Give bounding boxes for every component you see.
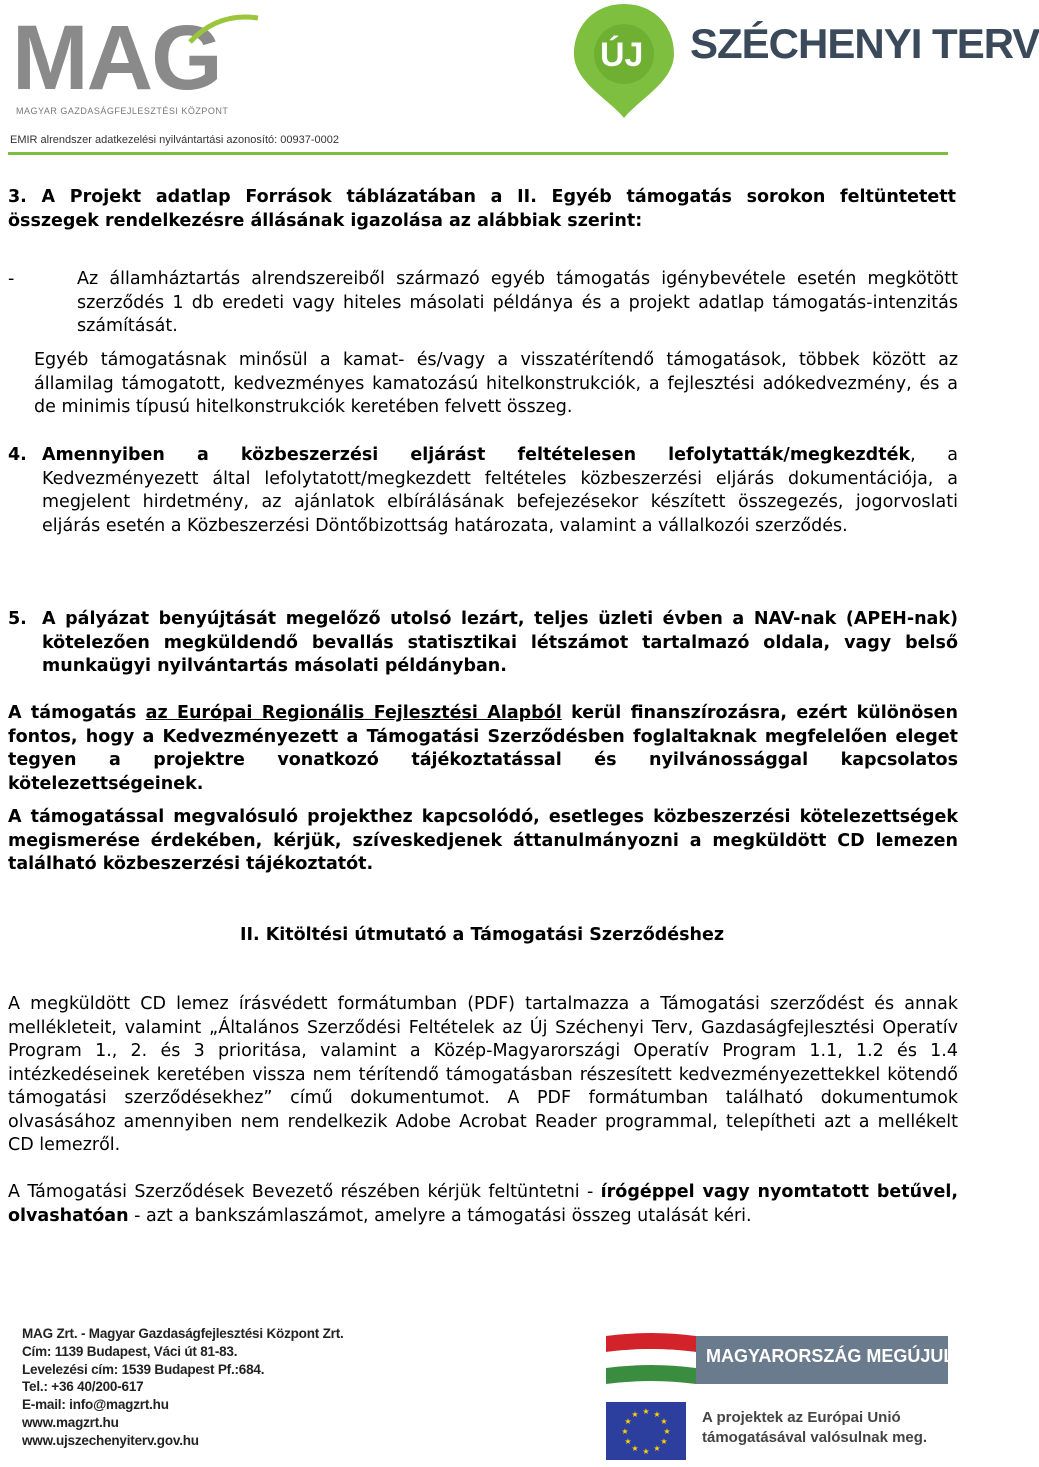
contact-line: MAG Zrt. - Magyar Gazdaságfejlesztési Központ Zrt. [22,1326,344,1341]
eu-text-line: támogatásával valósulnak meg. [702,1429,928,1446]
eu-support-text [702,1408,927,1448]
section5-text: A pályázat benyújtását megelőző utolsó lezárt, teljes üzleti évben a NAV-nak (APEH-nak) kötelezően megküldendő bevallás statisztikai létszámot tartalmazó oldala, vagy belső munkaügyi nyilvántartás másolati példányban. [42,609,958,676]
svg-text:★: ★ [624,1417,632,1426]
section4-bold: Amennyiben a közbeszerzési eljárást feltételesen lefolytatták/megkezdték [42,445,911,465]
contact-line: Cím: 1139 Budapest, Váci út 81-83. [22,1343,238,1359]
contact-line: Levelezési cím: 1539 Budapest Pf.:684. [22,1361,265,1377]
footer-contact [22,1325,344,1450]
svg-text:★: ★ [660,1437,668,1446]
funding-pre: A támogatás [8,703,146,723]
mag-logo [10,8,250,118]
eu-flag-icon [606,1402,686,1460]
bank-bold: írógéppel vagy nyomtatott betűvel, olvashatóan [8,1182,958,1226]
funding-post: kerül finanszírozásra, ezért különösen fontos, hogy a Kedvezményezett a Támogatási Szerződésben foglaltaknak megfelelően eleget tegyen a projektre vonatkozó tájékoztatással és nyilvánossággal kapcsolatos kötelezettségeinek. [8,703,958,794]
erfa-link: az Európai Regionális Fejlesztési Alapból [145,703,562,723]
svg-text:★: ★ [660,1417,668,1426]
svg-text:★: ★ [653,1444,661,1453]
uj-szechenyi-terv-logo [540,0,1039,140]
header-divider [8,152,948,155]
bullet-dash: - [8,269,15,289]
svg-text:★: ★ [642,1447,650,1456]
emir-identifier: EMIR alrendszer adatkezelési nyilvántartási azonosító: 00937-0002 [10,134,339,146]
cd-paragraph: A megküldött CD lemez írásvédett formátumban (PDF) tartalmazza a Támogatási szerződést és annak mellékleteit, valamint „Általános Szerződési Feltételek az Új Széchenyi Terv, Gazdaságfejlesztési Operatív Program 1., 2. és 3 prioritása, valamint a Közép-Magyarországi Operatív Program 1.1, 1.2 és 1.4 intézkedéseinek keretében vissza nem térítendő támogatásban részesített kedvezményezettekkel kötendő támogatási szerződésekhez” című dokumentumot. A PDF formátumban található dokumentumok olvasásához amennyiben nem rendelkezik Adobe Acrobat Reader programmal, telepítheti azt a mellékelt CD lemezről. [8,994,958,1155]
section3-note: Egyéb támogatásnak minősül a kamat- és/vagy a visszatérítendő támogatások, többek között az államilag támogatott, kedvezményes kamatozású hitelkonstrukciók, a fejlesztési adókedvezmény, és a de minimis típusú hitelkonstrukciók keretében felvett összeg. [34,350,958,417]
svg-text:★: ★ [653,1410,661,1419]
procurement-note: A támogatással megvalósuló projekthez kapcsolódó, esetleges közbeszerzési kötelezettségek megismerése érdekében, kérjük, szíveskedjenek áttanulmányozni a megküldött CD lemezen található közbeszerzési tájékoztatót. [8,807,958,874]
section4-text [42,444,958,538]
magyarorszag-megujul-text: MAGYARORSZÁG MEGÚJUL [706,1346,955,1366]
mag-logo-letters: MAG [12,7,221,109]
contact-line: www.ujszechenyiterv.gov.hu [22,1432,199,1448]
mag-logo-subtitle: MAGYAR GAZDASÁGFEJLESZTÉSI KÖZPONT [16,106,229,116]
section4-number: 4. [8,445,27,465]
page-header [0,0,1039,160]
mag-logo-swoosh-icon [188,12,260,48]
contact-line: www.magzrt.hu [22,1414,119,1430]
section-ii-title: II. Kitöltési útmutató a Támogatási Szerződéshez [239,925,725,945]
szt-pin-label: ÚJ [600,36,644,74]
bank-paragraph [8,1181,958,1228]
bank-pre: A Támogatási Szerződések Bevezető részében kérjük feltüntetni - [8,1182,601,1202]
svg-text:★: ★ [631,1444,639,1453]
contact-line: Tel.: +36 40/200-617 [22,1379,144,1395]
svg-text:★: ★ [663,1427,671,1436]
bank-post: - azt a bankszámlaszámot, amelyre a támogatási összeg utalását kéri. [128,1205,752,1226]
section4-rest: , a Kedvezményezett által lefolytatott/megkezdett feltételes közbeszerzési eljárás dokumentációja, a megjelent hirdetmény, az ajánlatok elbírálásának befejezésekor készített összegezés, jogorvoslati eljárás esetén a Közbeszerzési Döntőbizottság határozata, valamint a vállalkozói szerződés. [42,445,958,536]
svg-text:★: ★ [621,1427,629,1436]
szt-title: SZÉCHENYI TERV [690,20,1039,67]
eu-text-line: A projektek az Európai Unió [702,1409,901,1426]
hungarian-flag-icon [606,1332,696,1388]
section5-number: 5. [8,609,27,629]
section3-title: 3. A Projekt adatlap Források táblázatában a II. Egyéb támogatás sorokon feltüntetett összegek rendelkezésre állásának igazolása az alábbiak szerint: [8,187,956,231]
svg-text:★: ★ [642,1407,650,1416]
funding-paragraph [8,702,958,796]
section3-bullet-text: Az államháztartás alrendszereiből származó egyéb támogatás igénybevétele esetén megkötött szerződés 1 db eredeti vagy hiteles másolati példánya és a projekt adatlap támogatás-intenzitás számítását. [77,269,958,336]
svg-text:★: ★ [631,1410,639,1419]
svg-text:★: ★ [624,1437,632,1446]
contact-line: E-mail: info@magzrt.hu [22,1397,169,1413]
